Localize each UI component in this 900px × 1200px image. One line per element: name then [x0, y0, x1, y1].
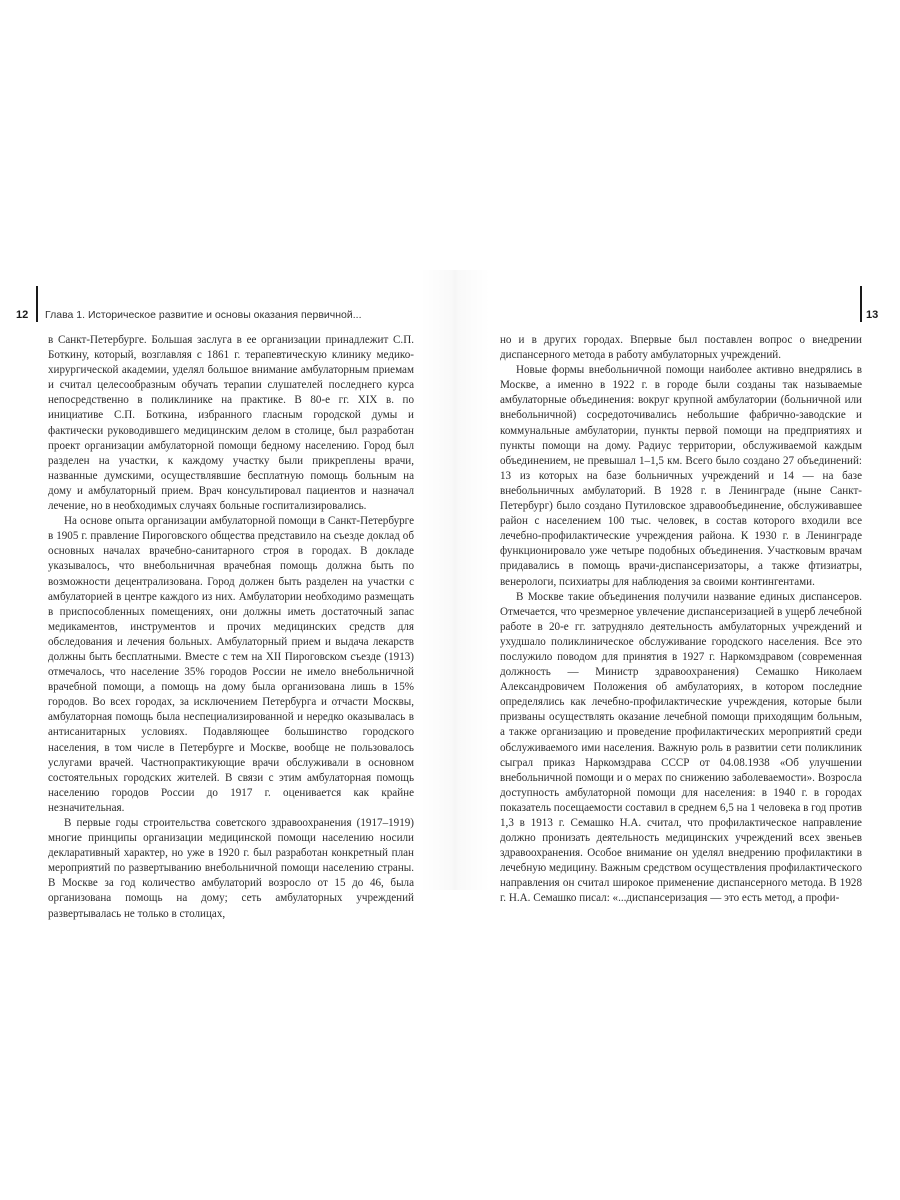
left-paragraph-3: В первые годы строительства советского здравоохранения (1917–1919) многие принципы организации медицинской помощи населению носили декларативный характер, но уже в 1920 г. был разработан конкретный план мероприятий по развертыванию внебольничной помощи населению страны. В Москве за год количество амбулаторий возросло от 15 до 46, была организована помощь на дому; сеть амбулаторных учреждений развертывалась не только в столицах, [48, 817, 414, 920]
left-paragraph-2: На основе опыта организации амбулаторной помощи в Санкт-Петербурге в 1905 г. правление Пироговского общества представило на съезде доклад об основных началах врачебно-санитарного строя в городах. В докладе указывалось, что внебольничная врачебная помощь должна быть по возможности децентрализована. Город должен быть разделен на участки с амбулаторией в центре каждого из них. Амбулатории необходимо размещать в приспособленных помещениях, они должны иметь достаточный запас медикаментов, инструментов и прочих медицинских средств для обследования и лечения больных. Амбулаторный прием и выдача лекарств должны быть бесплатными. Вместе с тем на XII Пироговском съезде (1913) отмечалось, что население 35% городов России не имело внебольничной врачебной помощи, а помощь на дому была организована лишь в 15% городов. Во всех городах, за исключением Петербурга и отчасти Москвы, амбулаторная помощь была неспециализированной и нередко оказывалась в антисанитарных условиях. Подавляющее большинство городского населения, в том числе в Петербурге и Москве, вообще не пользовалось услугами врачей. Частнопрактикующие врачи обслуживали в основном состоятельных городских жителей. В связи с этим амбулаторная помощь населению городов России до 1917 г. оценивается как крайне незначительная. [48, 515, 414, 814]
gutter-shadow [420, 270, 490, 890]
left-page-text [48, 333, 414, 922]
running-head: Глава 1. Историческое развитие и основы оказания первичной... [45, 309, 362, 321]
right-page-number: 13 [866, 309, 879, 321]
right-paragraph-3: В Москве такие объединения получили название единых диспансеров. Отмечается, что чрезмерное увлечение диспансеризацией в ущерб лечебной работе в 20-е гг. затрудняло деятельность амбулаторных учреждений и ухудшало поликлиническое обслуживание городского населения. Все это послужило поводом для принятия в 1927 г. Наркомздравом (современная должность — Министр здравоохранения) Семашко Николаем Александровичем Положения об амбулаториях, в котором последние определялись как лечебно-профилактические учреждения, которые были призваны осуществлять оказание лечебной помощи приходящим больным, а также организацию и проведение профилактических мероприятий среди обслуживаемого ими населения. Важную роль в развитии сети поликлиник сыграл приказ Наркомздрава СССР от 04.08.1938 «Об улучшении внебольничной помощи и о мерах по снижению заболеваемости». Возросла доступность амбулаторной помощи для населения: в 1940 г. в городах показатель посещаемости составил в среднем 6,5 на 1 человека в год против 1,3 в 1913 г. Семашко Н.А. считал, что профилактическое направление должно пронизать деятельность медицинских учреждений всех звеньев здравоохранения. Особое внимание он уделял внедрению профилактики в лечебную медицину. Важным средством осуществления профилактического направления он считал широкое применение диспансерного метода. В 1928 г. Н.А. Семашко писал: «...диспансеризация — это есть метод, а профи- [500, 590, 862, 905]
right-paragraph-1: но и в других городах. Впервые был поставлен вопрос о внедрении диспансерного метода в работу амбулаторных учреждений. [500, 334, 862, 362]
right-header-rule [860, 286, 862, 322]
left-paragraph-1: в Санкт-Петербурге. Большая заслуга в ее организации принадлежит С.П. Боткину, который, возглавляя с 1861 г. терапевтическую клинику медико-хирургической академии, уделял большое внимание амбулаторным приемам и считал целесообразным обучать терапии слушателей последнего курса непосредственно в поликлинике на практике. В 80-е гг. XIX в. по инициативе С.П. Боткина, избранного гласным городской думы и фактически руководившего медицинским делом в столице, был разработан проект организации амбулаторной помощи бедному населению. Город был разделен на участки, к каждому участку были прикреплены врачи, названные думскими, осуществлявшие бесплатную помощь больным на дому и амбулаторный прием. Врач консультировал пациентов и назначал лечение, но в необходимых случаях больные госпитализировались. [48, 334, 414, 513]
left-header-rule [36, 286, 38, 322]
right-paragraph-2: Новые формы внебольничной помощи наиболее активно внедрялись в Москве, а именно в 1922 г. в городе были созданы так называемые амбулаторные объединения: вокруг крупной амбулатории (больничной или внебольничной) сосредоточивались небольшие фабрично-заводские и коммунальные амбулатории, пункты первой помощи на предприятиях и пункты помощи на дому. Радиус территории, обслуживаемой каждым объединением, не превышал 1–1,5 км. Всего было создано 27 объединений: 13 из которых на базе больничных учреждений и 14 — на базе внебольничных амбулаторий. В 1928 г. в Ленинграде (ныне Санкт-Петербург) было создано Путиловское здравообъединение, обслуживавшее район с населением 100 тыс. человек, в состав которого входили все лечебно-профилактические учреждения района. К 1930 г. в Ленинграде функционировало уже четыре подобных объединения. Участковым врачам придавались в помощь врачи-диспансеризаторы, а также фтизиатры, венерологи, психиатры для наблюдения за своими контингентами. [500, 364, 862, 588]
left-page-number: 12 [16, 309, 29, 321]
right-page-text [500, 333, 862, 907]
